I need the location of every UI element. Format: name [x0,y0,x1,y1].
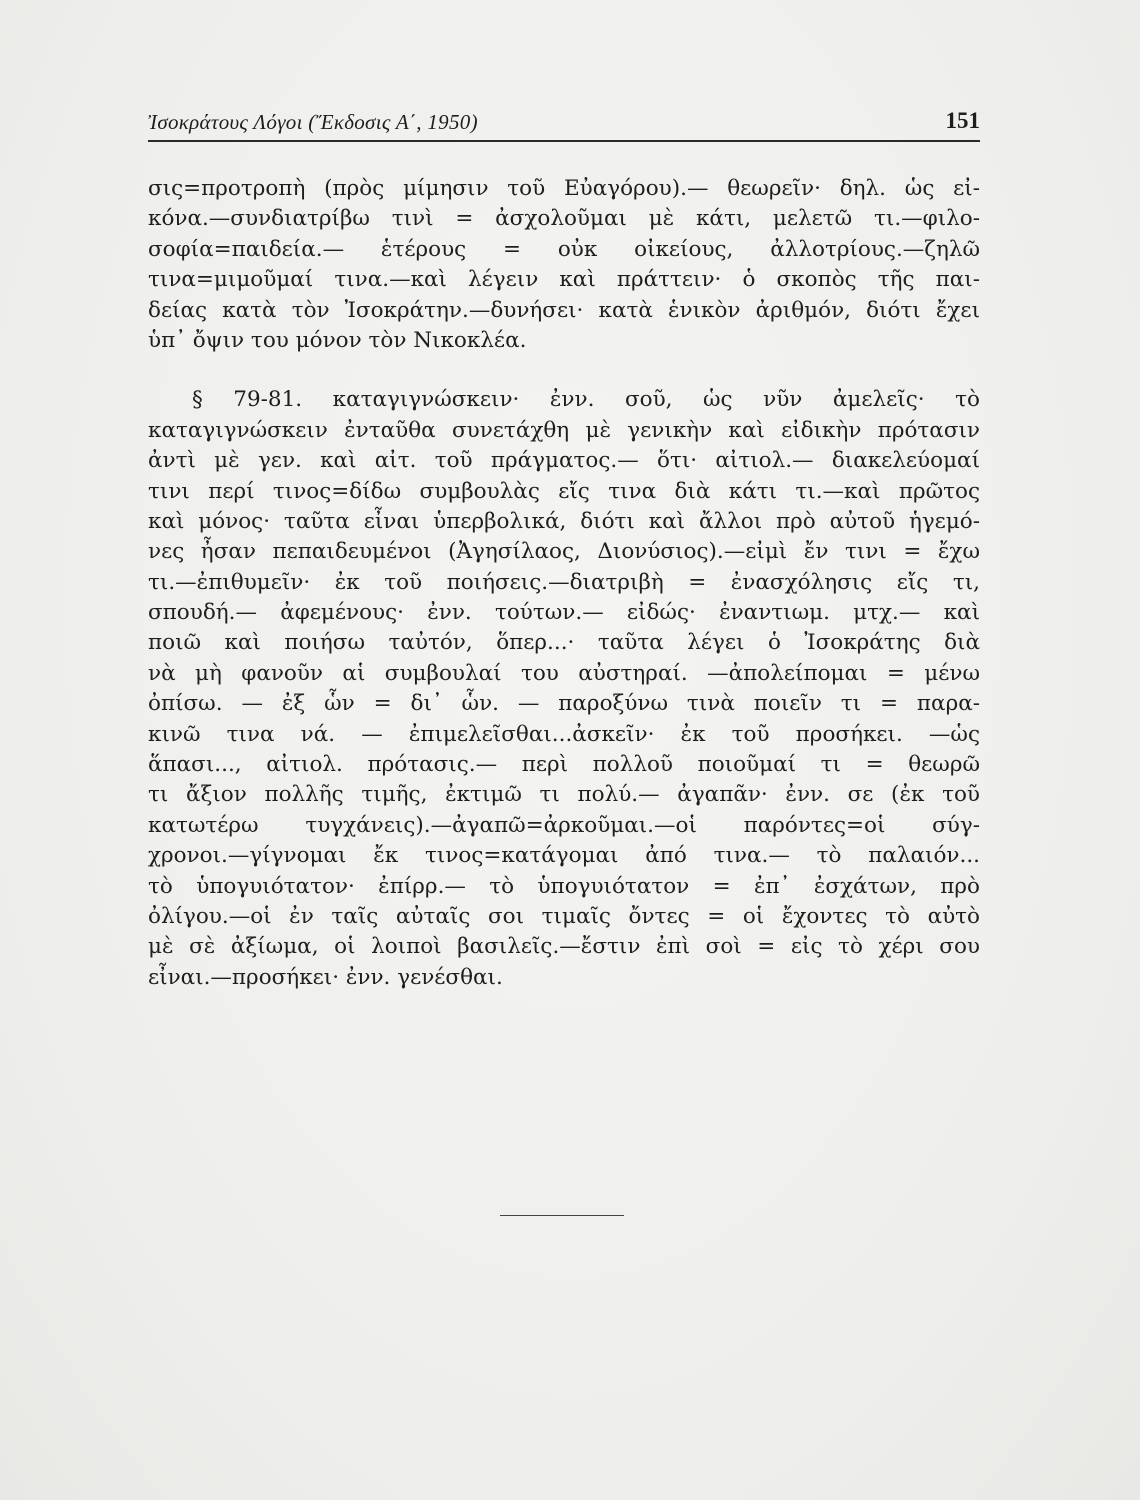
text-line: κόνα.—συνδιατρίβω τινὶ = ἀσχολοῦμαι μὲ κάτι, μελετῶ τι.—φιλο- [148,206,980,232]
end-rule [500,1215,624,1216]
text-line: ὑπ᾿ ὄψιν του μόνον τὸν Νικοκλέα. [148,327,527,353]
text-line: σοφία=παιδεία.— ἑτέρους = οὐκ οἰκείους, ἀλλοτρίους.—ζηλῶ [148,236,980,262]
paragraph-gap [148,356,980,385]
text-line: τινι περί τινος=δίδω συμβουλὰς εἴς τινα διὰ κάτι τι.—καὶ πρῶτος [148,478,980,504]
text-line: τὸ ὑπογυιότατον· ἐπίρρ.— τὸ ὑπογυιότατον = ἐπ᾿ ἐσχάτων, πρὸ [148,873,980,899]
text-line: δείας κατὰ τὸν Ἰσοκράτην.—δυνήσει· κατὰ ἑνικὸν ἀριθμόν, διότι ἔχει [148,297,980,323]
text-line: κατωτέρω τυγχάνεις).—ἀγαπῶ=ἀρκοῦμαι.—οἱ παρόντες=οἱ σύγ- [148,812,980,838]
text-line: τι ἄξιον πολλῆς τιμῆς, ἐκτιμῶ τι πολύ.— ἀγαπᾶν· ἐνν. σε (ἐκ τοῦ [148,782,980,808]
text-line: μὲ σὲ ἀξίωμα, οἱ λοιποὶ βασιλεῖς.—ἔστιν ἐπὶ σοὶ = εἰς τὸ χέρι σου [148,934,980,960]
text-line: τι.—ἐπιθυμεῖν· ἐκ τοῦ ποιήσεις.—διατριβὴ = ἐνασχόλησις εἴς τι, [148,569,980,595]
paragraph-2 [148,385,980,993]
text-line: καταγιγνώσκειν ἐνταῦθα συνετάχθη μὲ γενικὴν καὶ εἰδικὴν πρότασιν [148,417,980,443]
text-line: τινα=μιμοῦμαί τινα.—καὶ λέγειν καὶ πράττειν· ὁ σκοπὸς τῆς παι- [148,267,980,293]
text-line: εἶναι.—προσήκει· ἐνν. γενέσθαι. [148,964,503,990]
text-line: κινῶ τινα νά. — ἐπιμελεῖσθαι...ἀσκεῖν· ἐκ τοῦ προσήκει. —ὡς [148,721,980,747]
book-title: Ἰσοκράτους Λόγοι (Ἔκδοσις Α΄, 1950) [148,110,478,134]
text-line: ἅπασι..., αἰτιολ. πρότασις.— περὶ πολλοῦ ποιοῦμαί τι = θεωρῶ [148,752,980,778]
commentary-text [148,174,980,993]
text-line: χρονοι.—γίγνομαι ἔκ τινος=κατάγομαι ἀπό τινα.— τὸ παλαιόν... [148,843,980,869]
text-line: ὀπίσω. — ἐξ ὧν = δι᾿ ὧν. — παροξύνω τινὰ ποιεῖν τι = παρα- [148,691,980,717]
text-line: ποιῶ καὶ ποιήσω ταὐτόν, ὅπερ...· ταῦτα λέγει ὁ Ἰσοκράτης διὰ [148,630,980,656]
text-line: νες ἦσαν πεπαιδευμένοι (Ἀγησίλαος, Διονύσιος).—εἰμὶ ἔν τινι = ἔχω [148,539,980,565]
text-line: νὰ μὴ φανοῦν αἱ συμβουλαί του αὐστηραί. —ἀπολείπομαι = μένω [148,660,980,686]
text-line: καὶ μόνος· ταῦτα εἶναι ὑπερβολικά, διότι καὶ ἄλλοι πρὸ αὐτοῦ ἡγεμό- [148,508,980,534]
text-line: ἀντὶ μὲ γεν. καὶ αἰτ. τοῦ πράγματος.— ὅτι· αἰτιολ.— διακελεύομαί [148,448,980,474]
text-line: § 79-81. καταγιγνώσκειν· ἐνν. σοῦ, ὡς νῦν ἀμελεῖς· τὸ [192,387,980,413]
paragraph-1 [148,174,980,356]
text-line: σις=προτροπὴ (πρὸς μίμησιν τοῦ Εὐαγόρου).— θεωρεῖν· δηλ. ὡς εἰ- [148,176,980,201]
text-line: σπουδή.— ἀφεμένους· ἐνν. τούτων.— εἰδώς· ἐναντιωμ. μτχ.— καὶ [148,600,980,626]
text-line: ὀλίγου.—οἱ ἐν ταῖς αὐταῖς σοι τιμαῖς ὄντες = οἱ ἔχοντες τὸ αὐτὸ [148,903,980,929]
page-number: 151 [945,108,980,133]
running-header [148,106,980,142]
